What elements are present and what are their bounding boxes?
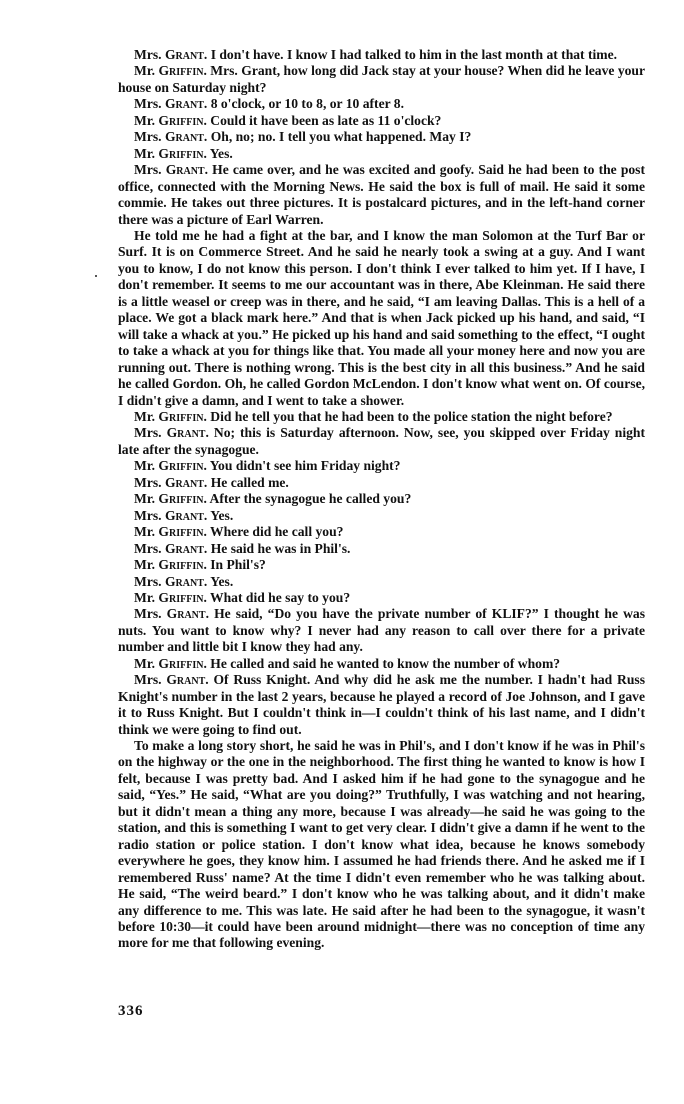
speaker-title: Mr. <box>134 408 156 424</box>
speaker-title: Mrs. <box>134 606 162 622</box>
testimony-paragraph: Mrs. Grant. Yes. <box>134 507 234 523</box>
speaker-title: Mr. <box>134 655 156 671</box>
paragraph-text: Oh, no; no. I tell you what happened. May I? <box>210 129 472 145</box>
speaker-name: Griffin <box>158 458 204 474</box>
testimony-paragraph: Mr. Griffin. In Phil's? <box>134 557 266 573</box>
speaker-title: Mrs. <box>134 96 162 112</box>
testimony-paragraph: Mrs. Grant. He called me. <box>134 474 289 490</box>
paragraph-text: Of Russ Knight. And why did he ask me the number. I hadn't had Russ Knight's number in the last 2 years, because he played a record of Joe Johnson, and I gave it to Russ Knight. But I couldn't think in—I couldn't think of his last name, and I didn't think we were going to find out. <box>118 672 645 737</box>
speaker-title: Mr. <box>134 112 156 128</box>
speaker-name: Grant <box>164 47 204 62</box>
speaker-title: Mr. <box>134 458 156 474</box>
testimony-paragraph: Mrs. Grant. He said he was in Phil's. <box>134 540 351 556</box>
speaker-name: Grant <box>164 540 204 556</box>
speaker-name: Grant <box>164 573 204 589</box>
testimony-paragraph: Mrs. Grant. He came over, and he was excited and goofy. Said he had been to the post office, connected with the Morning News. He said the box is full of mail. He said it some commie. He takes out three pictures. It is postalcard pictures, and in the left-hand corner there was a picture of Earl Warren. <box>118 162 645 227</box>
testimony-paragraph: Mrs. Grant. He said, “Do you have the private number of KLIF?” I thought he was nuts. You want to know why? I never had any reason to call over there for a private number and little bit I know they had any. <box>118 606 646 655</box>
speaker-title: Mrs. <box>134 47 162 62</box>
paragraph-text: Did he tell you that he had been to the police station the night before? <box>210 408 613 424</box>
paragraph-text: After the synagogue he called you? <box>209 491 412 507</box>
speaker-title: Mr. <box>134 524 156 540</box>
speaker-title: Mrs. <box>134 540 162 556</box>
paragraph-text: He said, “Do you have the private number of KLIF?” I thought he was nuts. You want to know why? I never had any reason to call over there for a private number and little bit I know they had any. <box>118 606 646 655</box>
testimony-paragraph: Mr. Griffin. Mrs. Grant, how long did Jack stay at your house? When did he leave your house on Saturday night? <box>118 63 646 95</box>
testimony-paragraph: Mr. Griffin. He called and said he wanted to know the number of whom? <box>134 655 561 671</box>
speaker-title: Mrs. <box>134 162 162 178</box>
speaker-title: Mrs. <box>134 425 162 441</box>
testimony-paragraph: Mr. Griffin. Could it have been as late as 11 o'clock? <box>134 112 442 128</box>
paragraph-text: To make a long story short, he said he was in Phil's, and I don't know if he was in Phil's on the highway or the one in the neighborhood. The first thing he wanted to know is how I felt, because I was pretty bad. And I asked him if he had gone to the synagogue and he said, “Yes.” He said, “What are you doing?” Truthfully, I was watching and not hearing, but it didn't mean a thing any more, because I was already—he said he was going to the station, and this is something I want to get very clear. I didn't give a damn if he went to the radio station or police station. I don't know what idea, because he knows somebody everywhere he goes, they know him. I assumed he had friends there. And he asked me if I remembered Russ' name? At the time I didn't even remember who he was talking about. He said, “The weird beard.” I don't know who he was talking about, and it didn't make any difference to me. This was late. He said after he had been to the synagogue, it wasn't before 10:30—it could have been around midnight—there was no conception of time any more for me that following evening. <box>118 738 645 951</box>
testimony-paragraph: Mrs. Grant. Oh, no; no. I tell you what happened. May I? <box>134 129 472 145</box>
speaker-name: Griffin <box>158 408 204 424</box>
paragraph-text: Where did he call you? <box>210 524 344 540</box>
paragraph-text: 8 o'clock, or 10 to 8, or 10 after 8. <box>210 96 404 112</box>
testimony-paragraph: Mr. Griffin. After the synagogue he called you? <box>134 491 412 507</box>
speaker-title: Mrs. <box>134 573 162 589</box>
paragraph-text: He told me he had a fight at the bar, and I know the man Solomon at the Turf Bar or Surf. It is on Commerce Street. And he said he nearly took a swing at a guy. And I want you to know, I do not know this person. I don't think I ever talked to him yet. If I have, I don't remember. It seems to me our accountant was in there, Abe Kleinman. He said there is a little weasel or creep was in there, and he said, “I am leaving Dallas. This is a hell of a place. We got a black mark here.” And that is when Jack picked up his hand, and said, “I will take a whack at you.” He picked up his hand and said something to the effect, “I ought to take a whack at you for things like that. You made all your money here and now you are running out. There is nothing wrong. This is the best city in all this business.” And he said he called Gordon. Oh, he called Gordon McLendon. I don't know what went on. Of course, I didn't give a damn, and I went to take a shower. <box>118 227 645 408</box>
speaker-title: Mr. <box>134 491 156 507</box>
speaker-name: Griffin <box>158 557 204 573</box>
speaker-name: Grant <box>164 96 204 112</box>
speaker-name: Grant <box>165 162 205 178</box>
paragraph-text: In Phil's? <box>210 557 266 573</box>
speaker-title: Mrs. <box>134 672 162 688</box>
speaker-name: Griffin <box>158 112 204 128</box>
speaker-name: Griffin <box>158 524 204 540</box>
testimony-paragraph: Mr. Griffin. Did he tell you that he had been to the police station the night before? <box>134 408 613 424</box>
paragraph-text: Could it have been as late as 11 o'clock? <box>210 112 442 128</box>
speaker-name: Grant <box>166 606 206 622</box>
paragraph-text: You didn't see him Friday night? <box>209 458 401 474</box>
paragraph-text: Yes. <box>209 145 233 161</box>
testimony-text <box>118 47 645 952</box>
speaker-title: Mr. <box>134 145 156 161</box>
paragraph-text: I don't have. I know I had talked to him in the last month at that time. <box>210 47 618 62</box>
speaker-name: Grant <box>164 507 204 523</box>
testimony-paragraph: Mrs. Grant. Yes. <box>134 573 234 589</box>
paragraph-text: Mrs. Grant, how long did Jack stay at your house? When did he leave your house on Saturday night? <box>118 63 646 95</box>
page-number: 336 <box>118 1003 144 1019</box>
speaker-name: Grant <box>164 129 204 145</box>
speaker-title: Mrs. <box>134 474 162 490</box>
continuation-paragraph <box>118 738 645 952</box>
testimony-paragraph: Mr. Griffin. What did he say to you? <box>134 589 351 605</box>
speaker-name: Griffin <box>158 491 204 507</box>
testimony-paragraph: Mr. Griffin. You didn't see him Friday night? <box>134 458 401 474</box>
speaker-title: Mr. <box>134 557 156 573</box>
continuation-paragraph <box>118 228 645 409</box>
speaker-name: Griffin <box>158 145 204 161</box>
speaker-name: Griffin <box>158 655 204 671</box>
testimony-paragraph: Mrs. Grant. Of Russ Knight. And why did he ask me the number. I hadn't had Russ Knight's number in the last 2 years, because he played a record of Joe Johnson, and I gave it to Russ Knight. But I couldn't think in—I couldn't think of his last name, and I didn't think we were going to find out. <box>118 672 645 737</box>
paragraph-text: No; this is Saturday afternoon. Now, see, you skipped over Friday night late after the synagogue. <box>118 425 646 457</box>
scan-speck <box>95 275 97 277</box>
paragraph-text: He came over, and he was excited and goofy. Said he had been to the post office, connected with the Morning News. He said the box is full of mail. He said it some commie. He takes out three pictures. It is postalcard pictures, and in the left-hand corner there was a picture of Earl Warren. <box>118 162 645 227</box>
paragraph-text: Yes. <box>210 507 234 523</box>
speaker-name: Griffin <box>158 63 204 79</box>
paragraph-text: He said he was in Phil's. <box>210 540 351 556</box>
speaker-title: Mr. <box>134 63 156 79</box>
paragraph-text: He called and said he wanted to know the number of whom? <box>210 655 561 671</box>
testimony-paragraph: Mr. Griffin. Yes. <box>134 145 233 161</box>
testimony-paragraph: Mrs. Grant. No; this is Saturday afternoon. Now, see, you skipped over Friday night late after the synagogue. <box>118 425 646 457</box>
paragraph-text: Yes. <box>210 573 234 589</box>
speaker-title: Mrs. <box>134 507 162 523</box>
speaker-name: Griffin <box>158 589 204 605</box>
speaker-name: Grant <box>166 672 206 688</box>
testimony-paragraph: Mrs. Grant. I don't have. I know I had talked to him in the last month at that time. <box>134 47 618 62</box>
speaker-title: Mrs. <box>134 129 162 145</box>
paragraph-text: He called me. <box>210 474 289 490</box>
testimony-paragraph: Mr. Griffin. Where did he call you? <box>134 524 344 540</box>
speaker-title: Mr. <box>134 589 156 605</box>
speaker-name: Grant <box>164 474 204 490</box>
testimony-paragraph: Mrs. Grant. 8 o'clock, or 10 to 8, or 10 after 8. <box>134 96 404 112</box>
paragraph-text: What did he say to you? <box>210 589 351 605</box>
speaker-name: Grant <box>166 425 206 441</box>
